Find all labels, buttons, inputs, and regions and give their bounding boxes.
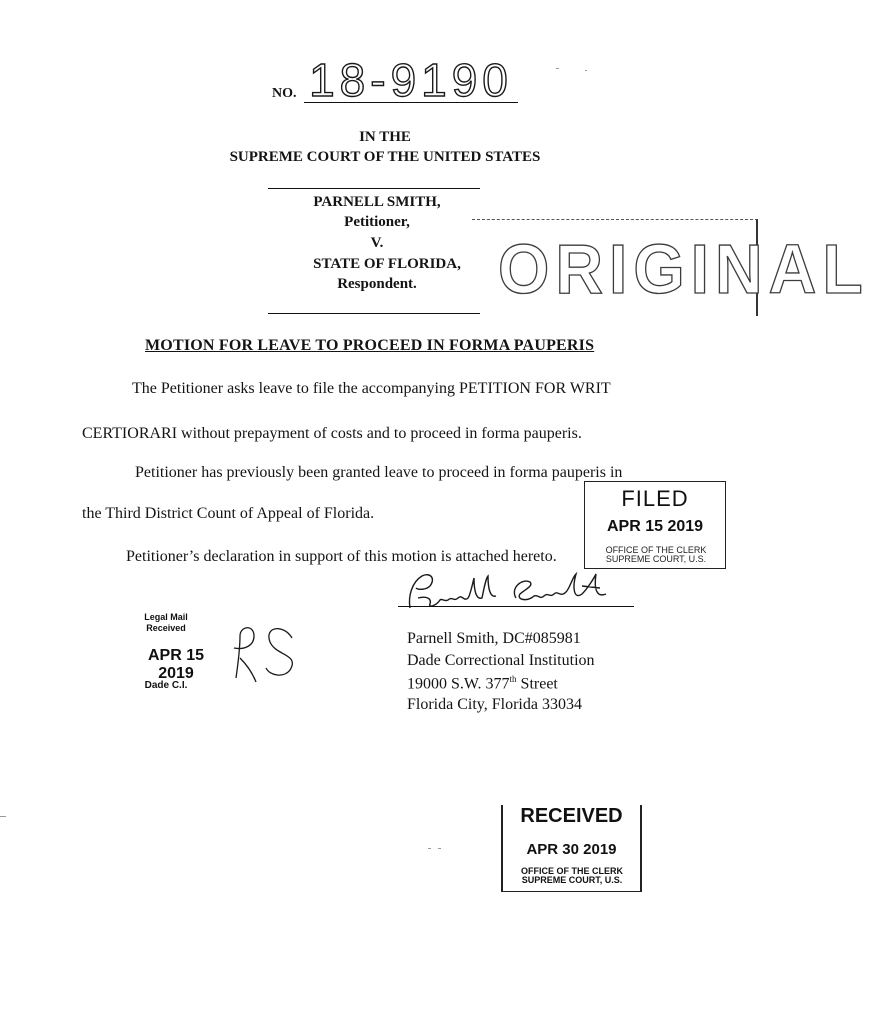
address-street-number: 19000 S.W. 377 (407, 675, 510, 693)
scan-speck (556, 68, 559, 69)
received-stamp (501, 805, 642, 892)
received-stamp-word: RECEIVED (520, 805, 623, 827)
legal-mail-label: Legal Mail (144, 612, 188, 622)
filed-stamp (584, 481, 726, 569)
signature-line (398, 606, 634, 607)
versus: V. (370, 235, 384, 251)
scan-speck (438, 848, 441, 849)
legal-mail-place: Dade C.I. (144, 680, 188, 691)
legal-mail-date: APR 15 2019 (147, 647, 205, 682)
petitioner-name: PARNELL SMITH, (313, 194, 441, 210)
paragraph-2-line-1: Petitioner has previously been granted leave to proceed in forma pauperis in (135, 464, 623, 481)
paragraph-2-line-2: the Third District Count of Appeal of Florida. (82, 505, 375, 522)
address-line-1: Parnell Smith, DC#085981 (407, 630, 581, 647)
petitioner-role: Petitioner, (344, 214, 410, 230)
caption-rule-top (268, 188, 480, 189)
address-line-4: Florida City, Florida 33034 (407, 696, 582, 713)
filed-stamp-office (591, 546, 721, 564)
filed-stamp-office-line-1: OFFICE OF THE CLERK (605, 545, 707, 555)
court-heading-in-the: IN THE (359, 129, 411, 145)
received-stamp-office-line-2: SUPREME COURT, U.S. (521, 875, 623, 885)
motion-title: MOTION FOR LEAVE TO PROCEED IN FORMA PAUPERIS (145, 337, 595, 354)
original-stamp (472, 219, 869, 316)
signature (396, 568, 636, 614)
legal-mail-received-label: Received (146, 623, 186, 633)
address-ordinal-suffix: th (509, 674, 517, 684)
original-stamp-text: ORIGINAL (498, 230, 869, 308)
paragraph-1-line-2: CERTIORARI without prepayment of costs and to proceed in forma pauperis. (82, 425, 582, 442)
handwritten-initials (226, 618, 306, 686)
scan-speck (0, 816, 6, 817)
filed-stamp-date: APR 15 2019 (606, 518, 704, 535)
scan-speck (428, 848, 431, 849)
address-line-2: Dade Correctional Institution (407, 652, 595, 669)
scan-speck (585, 70, 587, 71)
respondent-role: Respondent. (337, 276, 417, 292)
received-stamp-date: APR 30 2019 (526, 841, 617, 858)
address-street-word: Street (516, 675, 558, 693)
docket-label: NO. (272, 86, 297, 101)
filed-stamp-word: FILED (621, 486, 689, 511)
docket-number: 18-9190 (304, 58, 518, 103)
caption-rule-bottom (268, 313, 480, 314)
court-name: SUPREME COURT OF THE UNITED STATES (229, 149, 541, 165)
address-line-3 (407, 674, 558, 693)
paragraph-3-line-1: Petitioner’s declaration in support of this motion is attached hereto. (126, 548, 557, 565)
filed-stamp-office-line-2: SUPREME COURT, U.S. (605, 554, 707, 564)
respondent-name: STATE OF FLORIDA, (313, 256, 461, 272)
paragraph-1-line-1: The Petitioner asks leave to file the accompanying PETITION FOR WRIT (132, 380, 611, 397)
received-stamp-office-line-1: OFFICE OF THE CLERK (521, 866, 623, 876)
received-stamp-office (507, 867, 637, 885)
